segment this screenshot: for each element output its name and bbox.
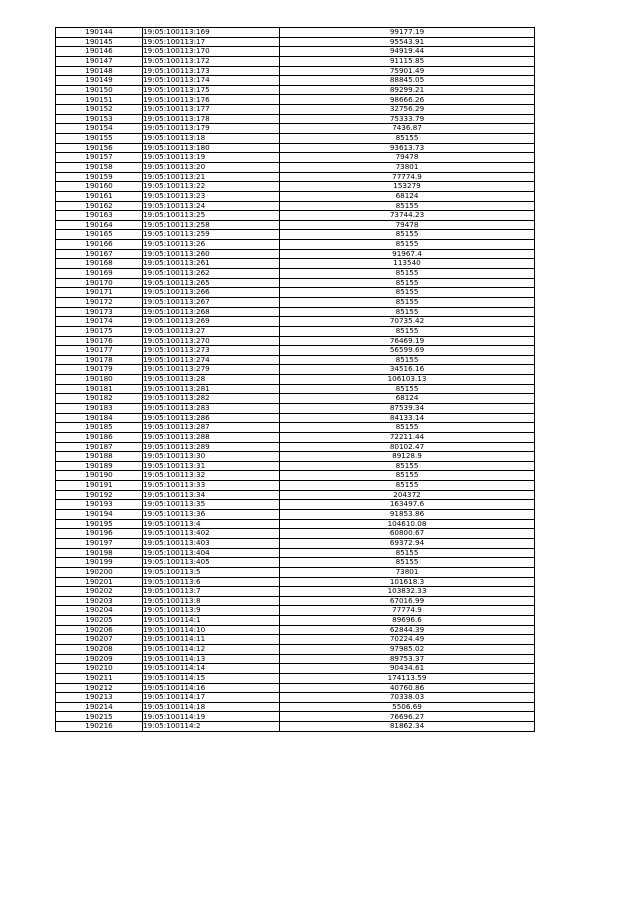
row-id-cell: 190158 [56,162,143,172]
amount-cell: 5506.69 [280,702,535,712]
cadastral-code-cell: 19:05:100113:178 [143,114,280,124]
row-id-cell: 190198 [56,548,143,558]
cadastral-code-cell: 19:05:100113:258 [143,220,280,230]
amount-cell: 87539.34 [280,403,535,413]
cadastral-code-cell: 19:05:100113:21 [143,172,280,182]
row-id-cell: 190214 [56,702,143,712]
cadastral-code-cell: 19:05:100113:24 [143,201,280,211]
amount-cell: 85155 [280,269,535,279]
cadastral-code-cell: 19:05:100113:404 [143,548,280,558]
cadastral-code-cell: 19:05:100113:405 [143,558,280,568]
row-id-cell: 190148 [56,66,143,76]
table-row [56,606,535,616]
cadastral-code-cell: 19:05:100113:262 [143,269,280,279]
amount-cell: 7436.87 [280,124,535,134]
cadastral-code-cell: 19:05:100113:28 [143,375,280,385]
table-row [56,664,535,674]
table-row [56,355,535,365]
amount-cell: 85155 [280,201,535,211]
row-id-cell: 190197 [56,538,143,548]
table-row [56,394,535,404]
amount-cell: 81862.34 [280,722,535,732]
cadastral-code-cell: 19:05:100114:1 [143,616,280,626]
amount-cell: 77774.9 [280,172,535,182]
row-id-cell: 190201 [56,577,143,587]
row-id-cell: 190190 [56,471,143,481]
table-row [56,365,535,375]
row-id-cell: 190171 [56,288,143,298]
table-row [56,384,535,394]
cadastral-code-cell: 19:05:100113:265 [143,278,280,288]
row-id-cell: 190192 [56,490,143,500]
row-id-cell: 190144 [56,28,143,38]
row-id-cell: 190159 [56,172,143,182]
amount-cell: 97985.02 [280,645,535,655]
amount-cell: 56599.69 [280,346,535,356]
cadastral-code-cell: 19:05:100113:33 [143,481,280,491]
table-row [56,519,535,529]
table-row [56,105,535,115]
amount-cell: 75333.79 [280,114,535,124]
cadastral-code-cell: 19:05:100113:31 [143,461,280,471]
cadastral-code-cell: 19:05:100113:23 [143,191,280,201]
cadastral-code-cell: 19:05:100113:20 [143,162,280,172]
cadastral-code-cell: 19:05:100113:403 [143,538,280,548]
cadastral-code-cell: 19:05:100113:35 [143,500,280,510]
row-id-cell: 190194 [56,510,143,520]
amount-cell: 68124 [280,394,535,404]
table-row [56,85,535,95]
amount-cell: 85155 [280,355,535,365]
cadastral-code-cell: 19:05:100113:289 [143,442,280,452]
cadastral-code-cell: 19:05:100113:19 [143,153,280,163]
table-row [56,182,535,192]
cadastral-code-cell: 19:05:100114:12 [143,645,280,655]
amount-cell: 85155 [280,134,535,144]
amount-cell: 67016.99 [280,596,535,606]
table-row [56,596,535,606]
row-id-cell: 190211 [56,673,143,683]
amount-cell: 68124 [280,191,535,201]
amount-cell: 77774.9 [280,606,535,616]
table-row [56,452,535,462]
amount-cell: 91115.85 [280,56,535,66]
cadastral-code-cell: 19:05:100113:266 [143,288,280,298]
row-id-cell: 190195 [56,519,143,529]
table-row [56,95,535,105]
table-row [56,191,535,201]
table-row [56,143,535,153]
cadastral-code-cell: 19:05:100113:5 [143,567,280,577]
table-row [56,307,535,317]
table-row [56,317,535,327]
cadastral-code-cell: 19:05:100114:10 [143,625,280,635]
cadastral-code-cell: 19:05:100113:9 [143,606,280,616]
table-row [56,269,535,279]
amount-cell: 98666.26 [280,95,535,105]
row-id-cell: 190177 [56,346,143,356]
table-row [56,336,535,346]
table-row [56,403,535,413]
row-id-cell: 190196 [56,529,143,539]
row-id-cell: 190191 [56,481,143,491]
cadastral-code-cell: 19:05:100113:274 [143,355,280,365]
amount-cell: 204372 [280,490,535,500]
cadastral-code-cell: 19:05:100113:260 [143,249,280,259]
amount-cell: 85155 [280,423,535,433]
table-row [56,56,535,66]
row-id-cell: 190152 [56,105,143,115]
table-body [56,28,535,732]
table-row [56,346,535,356]
table-row [56,635,535,645]
cadastral-code-cell: 19:05:100113:268 [143,307,280,317]
amount-cell: 60800.67 [280,529,535,539]
table-row [56,278,535,288]
cadastral-code-cell: 19:05:100113:174 [143,76,280,86]
table-row [56,616,535,626]
cadastral-code-cell: 19:05:100113:402 [143,529,280,539]
cadastral-code-cell: 19:05:100113:273 [143,346,280,356]
row-id-cell: 190216 [56,722,143,732]
cadastral-code-cell: 19:05:100113:17 [143,37,280,47]
row-id-cell: 190189 [56,461,143,471]
amount-cell: 101618.3 [280,577,535,587]
amount-cell: 85155 [280,548,535,558]
row-id-cell: 190175 [56,326,143,336]
cadastral-code-cell: 19:05:100114:14 [143,664,280,674]
cadastral-code-cell: 19:05:100113:25 [143,211,280,221]
table-row [56,66,535,76]
row-id-cell: 190208 [56,645,143,655]
cadastral-code-cell: 19:05:100113:282 [143,394,280,404]
amount-cell: 103832.33 [280,587,535,597]
amount-cell: 62844.39 [280,625,535,635]
amount-cell: 85155 [280,240,535,250]
row-id-cell: 190168 [56,259,143,269]
amount-cell: 85155 [280,481,535,491]
amount-cell: 76696.27 [280,712,535,722]
cadastral-code-cell: 19:05:100113:6 [143,577,280,587]
table-row [56,702,535,712]
amount-cell: 34516.16 [280,365,535,375]
row-id-cell: 190172 [56,297,143,307]
cadastral-code-cell: 19:05:100113:261 [143,259,280,269]
table-row [56,722,535,732]
row-id-cell: 190160 [56,182,143,192]
amount-cell: 153279 [280,182,535,192]
cadastral-code-cell: 19:05:100113:8 [143,596,280,606]
row-id-cell: 190213 [56,693,143,703]
amount-cell: 85155 [280,384,535,394]
table-row [56,240,535,250]
row-id-cell: 190210 [56,664,143,674]
cadastral-code-cell: 19:05:100113:283 [143,403,280,413]
row-id-cell: 190173 [56,307,143,317]
amount-cell: 79478 [280,153,535,163]
cadastral-code-cell: 19:05:100113:279 [143,365,280,375]
table-row [56,510,535,520]
amount-cell: 104610.08 [280,519,535,529]
cadastral-code-cell: 19:05:100113:288 [143,432,280,442]
cadastral-code-cell: 19:05:100113:27 [143,326,280,336]
table-row [56,461,535,471]
cadastral-code-cell: 19:05:100114:17 [143,693,280,703]
amount-cell: 85155 [280,297,535,307]
table-row [56,712,535,722]
table-row [56,211,535,221]
amount-cell: 80102.47 [280,442,535,452]
row-id-cell: 190207 [56,635,143,645]
row-id-cell: 190187 [56,442,143,452]
row-id-cell: 190204 [56,606,143,616]
row-id-cell: 190161 [56,191,143,201]
table-row [56,162,535,172]
cadastral-code-cell: 19:05:100113:34 [143,490,280,500]
row-id-cell: 190185 [56,423,143,433]
cadastral-code-cell: 19:05:100113:22 [143,182,280,192]
table-row [56,654,535,664]
amount-cell: 73801 [280,162,535,172]
row-id-cell: 190169 [56,269,143,279]
row-id-cell: 190180 [56,375,143,385]
table-row [56,490,535,500]
row-id-cell: 190153 [56,114,143,124]
amount-cell: 94919.44 [280,47,535,57]
row-id-cell: 190166 [56,240,143,250]
row-id-cell: 190167 [56,249,143,259]
cadastral-code-cell: 19:05:100113:175 [143,85,280,95]
table-row [56,288,535,298]
table-row [56,153,535,163]
table-row [56,76,535,86]
row-id-cell: 190186 [56,432,143,442]
table-row [56,37,535,47]
table-row [56,114,535,124]
row-id-cell: 190151 [56,95,143,105]
amount-cell: 70735.42 [280,317,535,327]
row-id-cell: 190206 [56,625,143,635]
cadastral-code-cell: 19:05:100113:286 [143,413,280,423]
amount-cell: 32756.29 [280,105,535,115]
table-row [56,577,535,587]
table-row [56,442,535,452]
row-id-cell: 190156 [56,143,143,153]
amount-cell: 163497.6 [280,500,535,510]
amount-cell: 79478 [280,220,535,230]
row-id-cell: 190174 [56,317,143,327]
cadastral-code-cell: 19:05:100113:170 [143,47,280,57]
cadastral-code-cell: 19:05:100114:2 [143,722,280,732]
row-id-cell: 190178 [56,355,143,365]
amount-cell: 85155 [280,288,535,298]
amount-cell: 174113.59 [280,673,535,683]
amount-cell: 72211.44 [280,432,535,442]
cadastral-code-cell: 19:05:100114:15 [143,673,280,683]
row-id-cell: 190146 [56,47,143,57]
amount-cell: 75901.49 [280,66,535,76]
row-id-cell: 190205 [56,616,143,626]
cadastral-code-cell: 19:05:100113:172 [143,56,280,66]
table-row [56,230,535,240]
table-row [56,124,535,134]
cadastral-code-cell: 19:05:100113:4 [143,519,280,529]
amount-cell: 85155 [280,307,535,317]
amount-cell: 69372.94 [280,538,535,548]
row-id-cell: 190212 [56,683,143,693]
row-id-cell: 190145 [56,37,143,47]
row-id-cell: 190215 [56,712,143,722]
cadastral-code-cell: 19:05:100113:269 [143,317,280,327]
table-row [56,249,535,259]
cadastral-code-cell: 19:05:100113:173 [143,66,280,76]
cadastral-code-cell: 19:05:100113:36 [143,510,280,520]
amount-cell: 93613.73 [280,143,535,153]
table-row [56,558,535,568]
row-id-cell: 190202 [56,587,143,597]
amount-cell: 85155 [280,461,535,471]
amount-cell: 76469.19 [280,336,535,346]
amount-cell: 90434.61 [280,664,535,674]
amount-cell: 85155 [280,326,535,336]
cadastral-code-cell: 19:05:100113:259 [143,230,280,240]
table-row [56,587,535,597]
amount-cell: 73744.23 [280,211,535,221]
amount-cell: 85155 [280,230,535,240]
table-row [56,432,535,442]
cadastral-code-cell: 19:05:100113:179 [143,124,280,134]
table-row [56,481,535,491]
cadastral-code-cell: 19:05:100113:169 [143,28,280,38]
row-id-cell: 190150 [56,85,143,95]
table-row [56,673,535,683]
row-id-cell: 190179 [56,365,143,375]
cadastral-code-cell: 19:05:100113:281 [143,384,280,394]
table-row [56,326,535,336]
cadastral-code-cell: 19:05:100113:270 [143,336,280,346]
cadastral-code-cell: 19:05:100113:18 [143,134,280,144]
amount-cell: 85155 [280,278,535,288]
table-row [56,201,535,211]
table-row [56,47,535,57]
row-id-cell: 190188 [56,452,143,462]
row-id-cell: 190199 [56,558,143,568]
table-row [56,413,535,423]
amount-cell: 91967.4 [280,249,535,259]
amount-cell: 89299.21 [280,85,535,95]
table-row [56,297,535,307]
row-id-cell: 190183 [56,403,143,413]
row-id-cell: 190162 [56,201,143,211]
table-row [56,423,535,433]
amount-cell: 40760.86 [280,683,535,693]
cadastral-code-cell: 19:05:100114:18 [143,702,280,712]
amount-cell: 89696.6 [280,616,535,626]
row-id-cell: 190176 [56,336,143,346]
amount-cell: 85155 [280,471,535,481]
amount-cell: 106103.13 [280,375,535,385]
cadastral-code-cell: 19:05:100113:180 [143,143,280,153]
amount-cell: 88845.05 [280,76,535,86]
row-id-cell: 190170 [56,278,143,288]
cadastral-code-cell: 19:05:100113:32 [143,471,280,481]
amount-cell: 85155 [280,558,535,568]
cadastral-code-cell: 19:05:100113:26 [143,240,280,250]
cadastral-code-cell: 19:05:100114:13 [143,654,280,664]
amount-cell: 91853.86 [280,510,535,520]
table-row [56,500,535,510]
row-id-cell: 190149 [56,76,143,86]
row-id-cell: 190209 [56,654,143,664]
cadastral-code-cell: 19:05:100113:176 [143,95,280,105]
table-row [56,134,535,144]
amount-cell: 99177.19 [280,28,535,38]
table-row [56,471,535,481]
table-row [56,529,535,539]
row-id-cell: 190181 [56,384,143,394]
table-row [56,259,535,269]
table-row [56,625,535,635]
amount-cell: 113540 [280,259,535,269]
cadastral-code-cell: 19:05:100113:30 [143,452,280,462]
table-row [56,645,535,655]
cadastral-code-cell: 19:05:100114:16 [143,683,280,693]
row-id-cell: 190184 [56,413,143,423]
amount-cell: 70338.03 [280,693,535,703]
row-id-cell: 190203 [56,596,143,606]
cadastral-code-cell: 19:05:100113:177 [143,105,280,115]
row-id-cell: 190147 [56,56,143,66]
row-id-cell: 190182 [56,394,143,404]
table-row [56,548,535,558]
cadastral-code-cell: 19:05:100114:11 [143,635,280,645]
cadastral-code-cell: 19:05:100114:19 [143,712,280,722]
cadastral-code-cell: 19:05:100113:267 [143,297,280,307]
amount-cell: 70224.49 [280,635,535,645]
amount-cell: 89753.37 [280,654,535,664]
row-id-cell: 190200 [56,567,143,577]
table-row [56,683,535,693]
row-id-cell: 190165 [56,230,143,240]
table-row [56,693,535,703]
table-row [56,538,535,548]
table-row [56,28,535,38]
row-id-cell: 190155 [56,134,143,144]
amount-cell: 73801 [280,567,535,577]
row-id-cell: 190164 [56,220,143,230]
amount-cell: 84133.14 [280,413,535,423]
table-row [56,375,535,385]
amount-cell: 89128.9 [280,452,535,462]
table-row [56,220,535,230]
row-id-cell: 190193 [56,500,143,510]
table-row [56,567,535,577]
amount-cell: 95543.91 [280,37,535,47]
table-row [56,172,535,182]
data-table [55,27,535,732]
cadastral-code-cell: 19:05:100113:287 [143,423,280,433]
row-id-cell: 190154 [56,124,143,134]
cadastral-code-cell: 19:05:100113:7 [143,587,280,597]
row-id-cell: 190163 [56,211,143,221]
row-id-cell: 190157 [56,153,143,163]
